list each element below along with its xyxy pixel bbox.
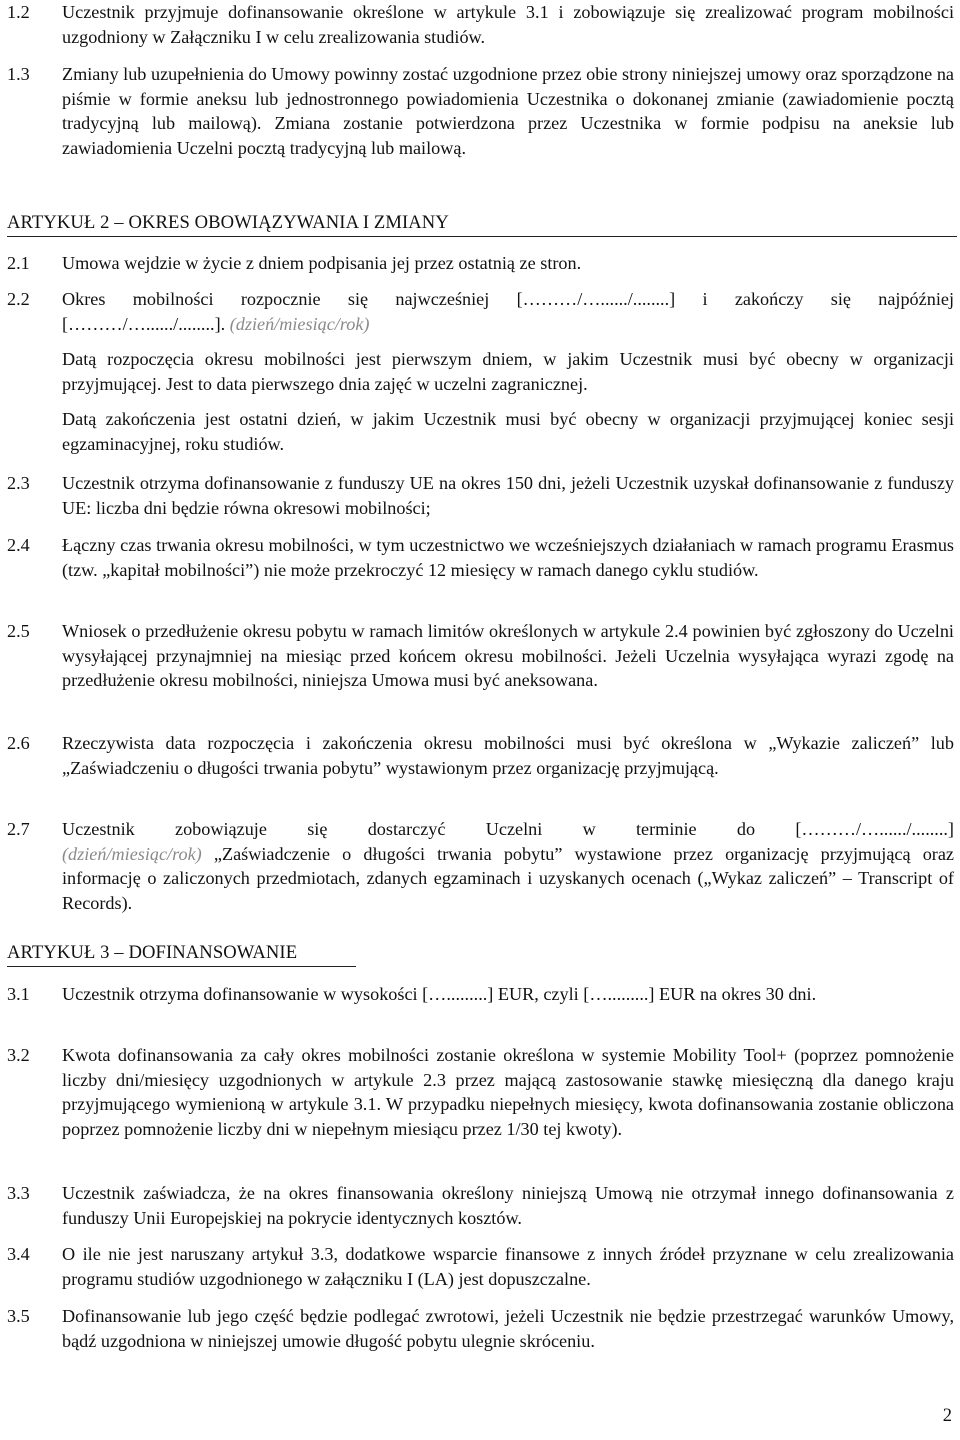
clause-number: 2.3 (7, 473, 30, 493)
clause-1-3 (7, 62, 954, 160)
clause-number: 2.5 (7, 621, 30, 641)
end-date-explanation: Datą zakończenia jest ostatni dzień, w jakim Uczestnik musi być obecny w organizacji przyjmującej koniec sesji egzaminacyjnej, roku studiów. (62, 409, 954, 454)
clause-number: 3.2 (7, 1045, 30, 1065)
clause-2-3 (7, 471, 954, 520)
clause-3-3 (7, 1181, 954, 1230)
clause-2-4 (7, 533, 954, 582)
clause-number: 1.3 (7, 64, 30, 84)
clause-text: Uczestnik zaświadcza, że na okres finansowania określony niniejszą Umową nie otrzymał innego dofinansowania z funduszy Unii Europejskiej na pokrycie identycznych kosztów. (62, 1183, 954, 1228)
clause-number: 2.6 (7, 733, 30, 753)
clause-text: Uczestnik otrzyma dofinansowanie w wysokości [….........] EUR, czyli [….........] EUR na okres 30 dni. (62, 984, 817, 1004)
date-format-hint: (dzień/miesiąc/rok) (62, 843, 202, 864)
clause-text: Dofinansowanie lub jego część będzie podlegać zwrotowi, jeżeli Uczestnik nie będzie przestrzegać warunków Umowy, bądź uzgodniona w niniejszej umowie długość pobytu ulegnie skróceniu. (62, 1306, 954, 1351)
clause-2-7 (7, 817, 954, 915)
start-date-explanation: Datą rozpoczęcia okresu mobilności jest pierwszym dniem, w jakim Uczestnik musi być obecny w organizacji przyjmującej. Jest to data pierwszego dnia zajęć w uczelni zagranicznej. (62, 349, 954, 394)
clause-number: 3.5 (7, 1306, 30, 1326)
clause-3-1 (7, 982, 954, 1007)
clause-number: 3.4 (7, 1244, 30, 1264)
clause-text: Wniosek o przedłużenie okresu pobytu w ramach limitów określonych w artykule 2.4 powinien być zgłoszony do Uczelni wysyłającej przynajmniej na miesiąc przed końcem okresu mobilności. Jeżeli Uczelnia wysyłająca wyrazi zgodę na przedłużenie okresu mobilności, niniejsza Umowa musi być aneksowana. (62, 621, 954, 691)
clause-3-4 (7, 1242, 954, 1291)
clause-number: 2.7 (7, 819, 30, 839)
article-2-heading: ARTYKUŁ 2 – OKRES OBOWIĄZYWANIA I ZMIANY (7, 211, 957, 237)
clause-text: Łączny czas trwania okresu mobilności, w tym uczestnictwo we wcześniejszych działaniach w ramach programu Erasmus (tzw. „kapitał mobilności”) nie może przekroczyć 12 miesięcy w ramach danego cyklu studiów. (62, 535, 954, 580)
clause-number: 2.1 (7, 253, 30, 273)
end-date-placeholder: [………/…....../........]. (62, 313, 226, 334)
clause-number: 3.3 (7, 1183, 30, 1203)
date-format-hint: (dzień/miesiąc/rok) (229, 313, 370, 334)
clause-3-5 (7, 1304, 954, 1353)
clause-2-2 (7, 287, 954, 457)
clause-number: 1.2 (7, 2, 30, 22)
article-3-heading: ARTYKUŁ 3 – DOFINANSOWANIE (7, 941, 356, 967)
clause-1-2 (7, 0, 954, 49)
clause-text: Kwota dofinansowania za cały okres mobilności zostanie określona w systemie Mobility Tool+ (poprzez pomnożenie liczby dni/miesięcy uzgodnionych w artykule 2.3 przez mającą zastosowanie stawkę miesięczną dla danego kraju przyjmującego wymienioną w artykule 3.1. W przypadku niepełnych miesięcy, kwota dofinansowania zostanie obliczona poprzez pomnożenie liczby dni w niepełnym miesiącu przez 1/30 tej kwoty). (62, 1045, 954, 1139)
clause-text: Rzeczywista data rozpoczęcia i zakończenia okresu mobilności musi być określona w „Wykazie zaliczeń” lub „Zaświadczeniu o długości trwania pobytu” wystawionym przez organizację przyjmującą. (62, 733, 954, 778)
clause-2-5 (7, 619, 954, 693)
clause-text: Zmiany lub uzupełnienia do Umowy powinny zostać uzgodnione przez obie strony niniejszej umowy oraz sporządzone na piśmie w formie aneksu lub jednostronnego powiadomienia Uczestnika o dokonanej zmianie (zawiadomienie pocztą tradycyjną lub mailową). Zmiana zostanie potwierdzona przez Uczestnika w formie podpisu na aneksie lub zawiadomienia Uczelni pocztą tradycyjną lub mailową. (62, 64, 954, 158)
deadline-line: Uczestnik zobowiązuje się dostarczyć Uczelni w terminie do [………/…....../........] (62, 819, 954, 839)
clause-text: „Zaświadczenie o długości trwania pobytu” wystawione przez organizację przyjmującą oraz informację o zaliczonych przedmiotach, zdanych egzaminach i uzyskanych ocenach („Wykaz zaliczeń” – Transcript of Records). (62, 843, 954, 913)
clause-text: Uczestnik przyjmuje dofinansowanie określone w artykule 3.1 i zobowiązuje się zrealizować program mobilności uzgodniony w Załączniku I w celu zrealizowania studiów. (62, 2, 954, 47)
clause-2-6 (7, 731, 954, 780)
clause-number: 2.2 (7, 289, 30, 309)
clause-number: 3.1 (7, 984, 30, 1004)
clause-2-1 (7, 251, 954, 276)
clause-text: O ile nie jest naruszany artykuł 3.3, dodatkowe wsparcie finansowe z innych źródeł przyznane w celu zrealizowania programu studiów uzgodnionego w załączniku I (LA) jest dopuszczalne. (62, 1244, 954, 1289)
page-number: 2 (942, 1406, 952, 1426)
clause-number: 2.4 (7, 535, 30, 555)
date-range-line: Okres mobilności rozpocznie się najwcześniej [………/…....../........] i zakończy się najpóźniej (62, 289, 954, 309)
clause-text: Uczestnik otrzyma dofinansowanie z funduszy UE na okres 150 dni, jeżeli Uczestnik uzyskał dofinansowanie z funduszy UE: liczba dni będzie równa okresowi mobilności; (62, 473, 954, 518)
clause-3-2 (7, 1043, 954, 1141)
clause-text: Umowa wejdzie w życie z dniem podpisania jej przez ostatnią ze stron. (62, 253, 582, 273)
